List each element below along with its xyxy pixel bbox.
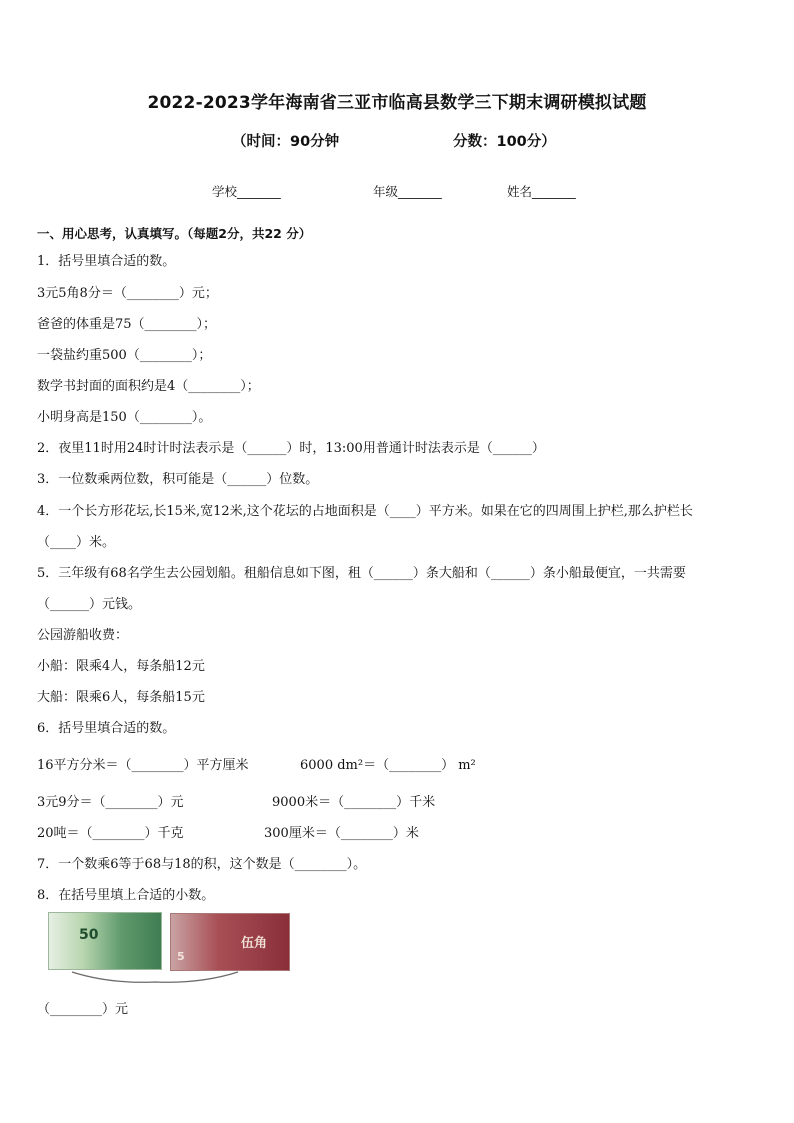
note-char: 伍角 [241,936,268,951]
question-line: 1．括号里填合适的数。 [37,254,176,269]
q6-item: 300厘米＝（________）米 [264,826,419,841]
school-field: 学校_______ [212,184,281,199]
question-line: 大船：限乘6人，每条船15元 [37,690,205,705]
question-line: 3．一位数乘两位数，积可能是（______）位数。 [37,472,319,487]
q6-item: 3元9分＝（________）元 [37,795,184,810]
fifty-yuan-note [48,912,162,970]
question-line: 5．三年级有68名学生去公园划船。租船信息如下图，租（______）条大船和（______）条小船最便宜，一共需要 [37,566,686,581]
q6-item: 20吨＝（________）千克 [37,826,184,841]
question-line: 3元5角8分＝（________）元； [37,286,218,301]
exam-score: 分数：100分） [453,134,556,150]
question-line: 公园游船收费： [37,628,129,643]
page-title: 2022-2023学年海南省三亚市临高县数学三下期末调研模拟试题 [147,93,647,113]
question-line: （______）元钱。 [37,597,142,612]
question-line: 6．括号里填合适的数。 [37,721,176,736]
q6-item: 16平方分米＝（________）平方厘米 [37,758,249,773]
q6-item: 6000 dm²＝（________） m² [300,758,476,773]
brace-icon [70,970,240,986]
question-line: 4．一个长方形花坛,长15米,宽12米,这个花坛的占地面积是（____）平方米。如果在它的四周围上护栏,那么护栏长 [37,504,693,519]
name-field: 姓名_______ [507,184,576,199]
q6-item: 9000米＝（________）千米 [272,795,436,810]
grade-field: 年级_______ [373,184,442,199]
question-line: 8．在括号里填上合适的小数。 [37,888,215,903]
question-line: 小船：限乘4人，每条船12元 [37,659,205,674]
exam-time: （时间：90分钟 [232,134,340,150]
question-line: 2．夜里11时用24时计时法表示是（______）时，13:00用普通计时法表示是（______） [37,441,545,456]
q8-answer: （________）元 [37,1002,129,1017]
question-line: 小明身高是150（________）。 [37,410,212,425]
question-line: 爸爸的体重是75（________）； [37,317,217,332]
question-line: （____）米。 [37,535,116,550]
question-line: 7．一个数乘6等于68与18的积，这个数是（________）。 [37,857,367,872]
question-line: 一袋盐约重500（________）； [37,348,212,363]
five-jiao-note [170,913,290,971]
note-value: 50 [79,927,99,943]
note-number: 5 [177,950,185,963]
section-heading: 一、用心思考，认真填写。（每题2分，共22 分） [37,226,312,241]
question-line: 数学书封面的面积约是4（________）； [37,379,260,394]
